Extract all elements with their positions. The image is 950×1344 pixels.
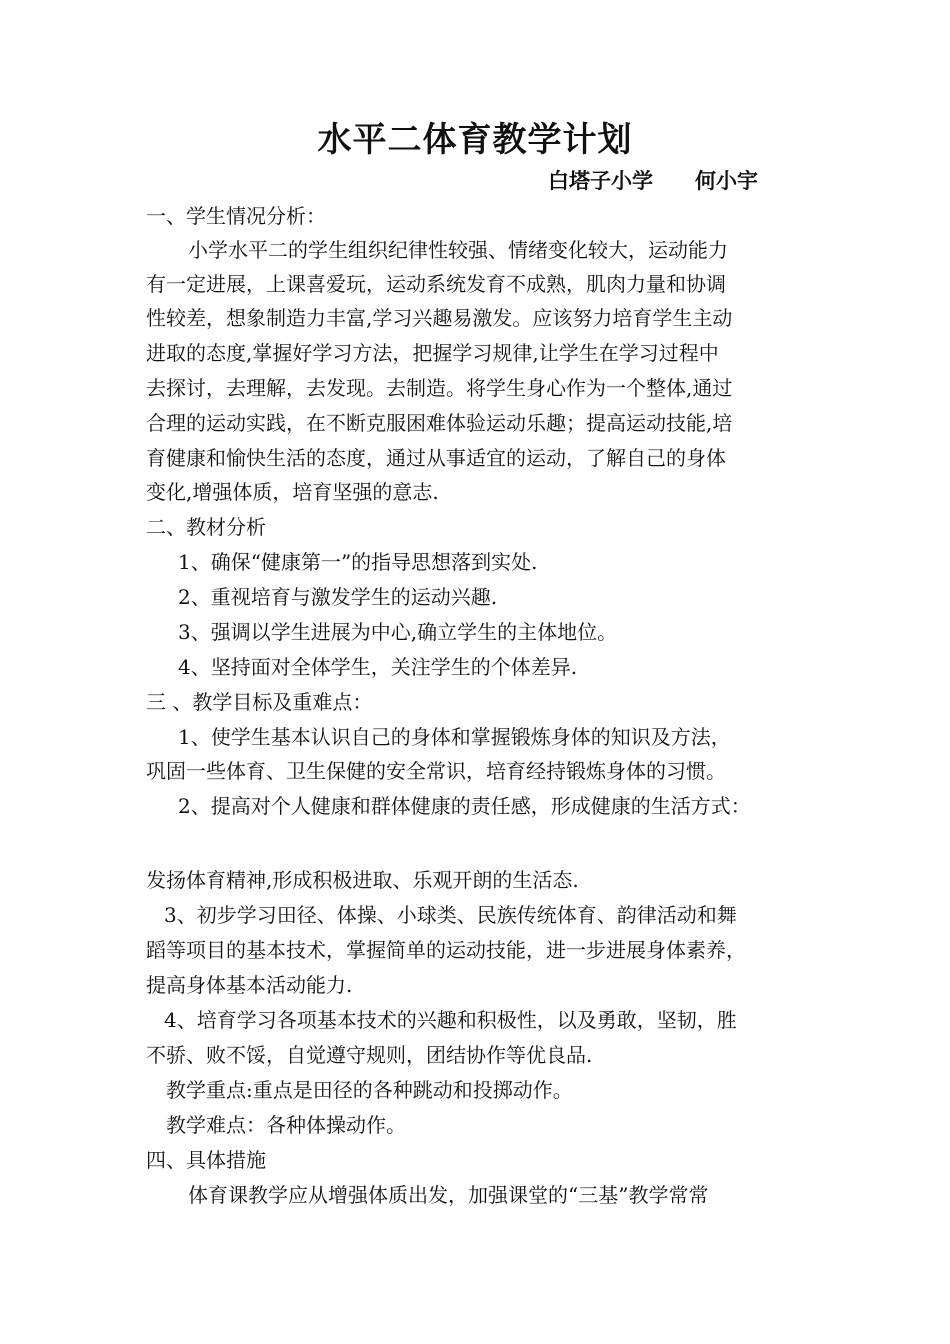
paragraph-line: 巩固一些体育、卫生保健的安全常识，培育经持锻炼身体的习惯。 (146, 759, 726, 783)
paragraph-line: 性较差，想象制造力丰富,学习兴趣易激发。应该努力培育学生主动 (146, 306, 733, 330)
section-heading: 四、具体措施 (146, 1148, 266, 1172)
paragraph-line: 发扬体育精神,形成积极进取、乐观开朗的生活态. (146, 868, 579, 892)
list-item: 2、重视培育与激发学生的运动兴趣. (178, 585, 498, 609)
paragraph-line: 有一定进展，上课喜爱玩，运动系统发育不成熟，肌肉力量和协调 (146, 272, 726, 296)
list-item: 1、使学生基本认识自己的身体和掌握锻炼身体的知识及方法， (178, 725, 731, 749)
paragraph-line: 提高身体基本活动能力. (146, 973, 353, 997)
paragraph-line: 变化,增强体质，培育坚强的意志. (146, 480, 439, 504)
section-heading: 一、学生情况分析： (146, 204, 326, 228)
section-heading: 二、教材分析 (146, 515, 266, 539)
author-line (548, 166, 758, 196)
paragraph-line: 小学水平二的学生组织纪律性较强、情绪变化较大，运动能力 (188, 238, 728, 262)
list-item: 1、确保“健康第一”的指导思想落到实处. (178, 550, 538, 574)
school-name: 白塔子小学 (548, 169, 653, 193)
paragraph-line: 进取的态度,掌握好学习方法，把握学习规律,让学生在学习过程中 (146, 341, 719, 365)
author-name: 何小宇 (695, 169, 758, 193)
document-title: 水平二体育教学计划 (317, 120, 633, 160)
paragraph-line: 去探讨，去理解，去发现。去制造。将学生身心作为一个整体,通过 (146, 376, 733, 400)
section-heading: 三 、教学目标及重难点： (146, 690, 373, 714)
key-point-line: 教学重点:重点是田径的各种跳动和投掷动作。 (166, 1078, 573, 1102)
list-item: 3、强调以学生进展为中心,确立学生的主体地位。 (178, 620, 618, 644)
list-item: 3、初步学习田径、体操、小球类、民族传统体育、韵律活动和舞 (164, 903, 737, 927)
list-item: 4、坚持面对全体学生，关注学生的个体差异. (178, 655, 578, 679)
paragraph-line: 育健康和愉快生活的态度，通过从事适宜的运动，了解自己的身体 (146, 446, 726, 470)
paragraph-line: 不骄、败不馁，自觉遵守规则，团结协作等优良品. (146, 1043, 593, 1067)
paragraph-line: 体育课教学应从增强体质出发，加强课堂的“三基”教学常常 (188, 1183, 709, 1207)
difficulty-line: 教学难点：各种体操动作。 (166, 1113, 406, 1137)
paragraph-line: 蹈等项目的基本技术，掌握简单的运动技能，进一步进展身体素养， (146, 938, 746, 962)
paragraph-line: 合理的运动实践，在不断克服困难体验运动乐趣；提高运动技能,培 (146, 411, 733, 435)
list-item: 2、提高对个人健康和群体健康的责任感，形成健康的生活方式： (178, 794, 751, 818)
list-item: 4、培育学习各项基本技术的兴趣和积极性，以及勇敢，坚韧，胜 (164, 1008, 737, 1032)
